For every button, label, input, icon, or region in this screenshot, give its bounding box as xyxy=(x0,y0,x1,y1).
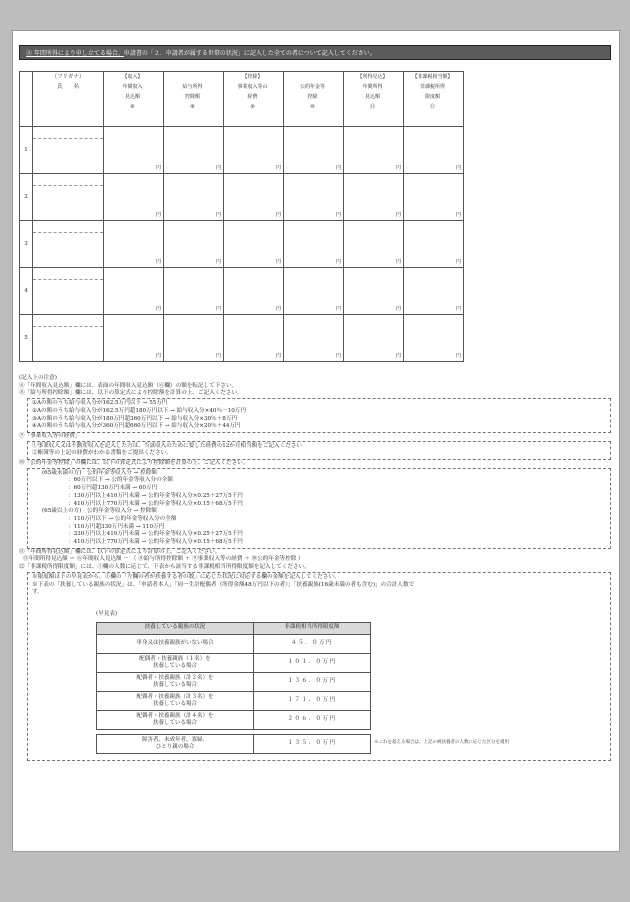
yen-unit: 円 xyxy=(215,306,221,312)
quick-amount: １３６．０万円 xyxy=(254,672,371,691)
pension-rule: ：330万円以上410万円未満 → 公的年金等収入分×0.25＋27万5千円 xyxy=(68,531,243,538)
yen-unit: 円 xyxy=(215,259,221,265)
banner-lead: ② 年間所得により申し立てる場合、 xyxy=(26,50,124,57)
note-12: ⑫「非課税所得限度額」には、①欄の人数に応じて、下表から該当する非課税相当所得限度額を記入してください。 xyxy=(19,564,310,571)
yen-unit: 円 xyxy=(335,212,341,218)
note-8-line: ①Aの額のうち給与収入分が162.5万円以下 → 55万円 xyxy=(32,400,168,407)
business-label-2: 経費 xyxy=(247,94,258,100)
hikazei-label-1: 非課税所得 xyxy=(419,84,445,90)
note-8: ⑧「給与所得控除額」欄には、以下の算定式により控除額を計算の上、ご記入ください。 xyxy=(19,390,243,397)
business-label-1: 事業収入等の xyxy=(237,84,268,90)
yen-unit: 円 xyxy=(455,353,461,359)
pension-rule: ：130万円以上410万円未満 → 公的年金等収入分×0.25＋27万5千円 xyxy=(68,492,243,499)
pension-rule: ：60万円超130万円未満 → 60万円 xyxy=(68,485,158,492)
note-6: ⑥「年間収入見込額」欄には、表面の年間収入見込額（⑥欄）の額を転記して下さい。 xyxy=(19,382,238,389)
row-number-header xyxy=(20,72,33,127)
instructions xyxy=(19,375,611,761)
income-cell[interactable] xyxy=(104,174,164,221)
pension-cell[interactable] xyxy=(284,221,344,268)
furigana-field[interactable] xyxy=(33,127,103,139)
furigana-field[interactable] xyxy=(33,174,103,186)
income-cell[interactable] xyxy=(104,268,164,315)
yen-unit: 円 xyxy=(215,353,221,359)
name-field[interactable] xyxy=(33,186,103,220)
yen-unit: 円 xyxy=(335,165,341,171)
name-field[interactable] xyxy=(33,327,103,361)
name-label: 氏 名 xyxy=(56,84,79,90)
pension-deduction-header xyxy=(284,72,344,127)
yen-unit: 円 xyxy=(275,212,281,218)
quick-col-status: 扶養している親族の状況 xyxy=(97,622,254,634)
hikazei-label-2: 限度額 xyxy=(424,94,440,100)
yen-unit: 円 xyxy=(395,306,401,312)
quick-row xyxy=(97,653,371,672)
pension-label-1: 公的年金等 xyxy=(299,84,325,90)
pension-number: ⑩ xyxy=(310,104,315,110)
quick-row xyxy=(97,710,371,729)
note-12-box xyxy=(27,572,611,761)
pension-rule: ：110万円超330万円未満 → 110万円 xyxy=(68,523,165,530)
note-11: ⑪「年間所得見込額」欄には、以下の算定式により計算の上、ご記入ください。 xyxy=(19,548,221,555)
yen-unit: 円 xyxy=(155,212,161,218)
furigana-field[interactable] xyxy=(33,268,103,280)
income-table xyxy=(19,71,464,362)
table-row xyxy=(20,221,464,268)
quick-reference xyxy=(96,611,606,754)
name-cell[interactable] xyxy=(33,127,104,174)
quick-amount: ４５．０万円 xyxy=(254,634,371,653)
row-number: 4 xyxy=(20,268,33,315)
shotoku-cell[interactable] xyxy=(344,315,404,362)
hikazei-cell[interactable] xyxy=(404,315,464,362)
income-label-2: 見込額 xyxy=(124,94,140,100)
note-9: ⑨「事業収入等の経費」 xyxy=(19,432,81,439)
pension-rule: ：410万円以上770万円未満 → 公的年金等収入分×0.15＋68万5千円 xyxy=(68,539,243,546)
pension-label-2: 控除 xyxy=(307,94,318,100)
business-cell[interactable] xyxy=(224,127,284,174)
shotoku-label-1: 年間所得 xyxy=(362,84,383,90)
salary-cell[interactable] xyxy=(164,315,224,362)
note-8-box xyxy=(27,398,611,433)
business-cell[interactable] xyxy=(224,174,284,221)
salary-label-1: 給与所得 xyxy=(182,84,203,90)
shotoku-group-label: 【所得見込】 xyxy=(357,74,388,80)
yen-unit: 円 xyxy=(275,353,281,359)
quick-title: (早見表) xyxy=(96,610,118,617)
yen-unit: 円 xyxy=(455,259,461,265)
business-expense-header xyxy=(224,72,284,127)
yen-unit: 円 xyxy=(155,259,161,265)
pension-rule: ：110万円以下 → 公的年金等収入分の全額 xyxy=(68,515,177,522)
income-cell[interactable] xyxy=(104,127,164,174)
yen-unit: 円 xyxy=(275,259,281,265)
table-row xyxy=(20,268,464,315)
name-field[interactable] xyxy=(33,139,103,173)
yen-unit: 円 xyxy=(395,212,401,218)
deduction-group-label: 【控除】 xyxy=(242,74,263,80)
quick-special-table xyxy=(96,734,512,754)
note-10-box xyxy=(27,468,611,549)
note-12-line: ※下表の「扶養している親族の状況」は、「申請者本人」「同一生計配偶者（所得金額48万円以下の者）」「扶養親族(16歳未満の者も含む)」の合計人数で xyxy=(32,581,415,588)
business-number: ⑨ xyxy=(250,104,255,110)
yen-unit: 円 xyxy=(155,165,161,171)
note-9-box xyxy=(27,441,611,460)
annual-income-header xyxy=(344,72,404,127)
note-11-formula: ⑪年間所得見込額 ＝ ⑥年間収入見込額 － （ ⑧給与所得控除額 ＋ ⑨事業収入等の経費 ＋ ⑩公的年金等控除 ） xyxy=(23,556,304,563)
quick-status: 配偶者・扶養親族（計３名）を 扶養している場合 xyxy=(97,691,254,710)
tax-exempt-limit-header xyxy=(404,72,464,127)
over65-label: (65歳以上の方) 公的年金等収入分 → 控除額 xyxy=(42,508,157,515)
row-number: 5 xyxy=(20,315,33,362)
name-field[interactable] xyxy=(33,280,103,314)
shotoku-cell[interactable] xyxy=(344,268,404,315)
quick-status: 配偶者・扶養親族（１名）を 扶養している場合 xyxy=(97,653,254,672)
pension-rule: ：60万円以下 → 公的年金等収入分の全額 xyxy=(68,477,173,484)
quick-status: 配偶者・扶養親族（計４名）を 扶養している場合 xyxy=(97,710,254,729)
yen-unit: 円 xyxy=(335,259,341,265)
quick-table xyxy=(96,622,371,730)
row-number: 1 xyxy=(20,127,33,174)
note-12-line: す。 xyxy=(32,589,43,596)
quick-row xyxy=(97,672,371,691)
salary-deduction-header xyxy=(164,72,224,127)
name-cell[interactable] xyxy=(33,221,104,268)
note-12-line: ※限度額は下の早見表から、①欄の「左欄の者が扶養する者の数」に応じた状況に対応する欄の金額を記入してください。 xyxy=(32,573,340,580)
note-8-line: ④Aの額のうち給与収入分が360万円超660万円以下 → 給与収入分×20％＋44万円 xyxy=(32,423,241,430)
pension-cell[interactable] xyxy=(284,315,344,362)
hikazei-cell[interactable] xyxy=(404,174,464,221)
name-cell[interactable] xyxy=(33,174,104,221)
salary-cell[interactable] xyxy=(164,174,224,221)
salary-number: ⑧ xyxy=(190,104,195,110)
yen-unit: 円 xyxy=(215,212,221,218)
note-8-line: ③Aの額のうち給与収入分が180万円超360万円以下 → 給与収入分×30％＋8万円 xyxy=(32,415,238,422)
yen-unit: 円 xyxy=(455,306,461,312)
notes-title: (記入上の注意) xyxy=(19,375,57,381)
income-header xyxy=(104,72,164,127)
yen-unit: 円 xyxy=(395,353,401,359)
pension-cell[interactable] xyxy=(284,268,344,315)
quick-row xyxy=(97,634,371,653)
shotoku-cell[interactable] xyxy=(344,221,404,268)
business-cell[interactable] xyxy=(224,221,284,268)
pension-rule: ：410万円以上770万円未満 → 公的年金等収入分×0.15＋68万5千円 xyxy=(68,500,243,507)
name-cell[interactable] xyxy=(33,268,104,315)
quick-status: 単身又は扶養親族がいない場合 xyxy=(97,634,254,653)
quick-amount: １０１．０万円 xyxy=(254,653,371,672)
salary-label-2: 控除額 xyxy=(184,94,200,100)
salary-cell[interactable] xyxy=(164,268,224,315)
shotoku-cell[interactable] xyxy=(344,174,404,221)
business-cell[interactable] xyxy=(224,315,284,362)
quick-amount: ２０６．０万円 xyxy=(254,710,371,729)
hikazei-cell[interactable] xyxy=(404,127,464,174)
special-amount: １３５．０万円 xyxy=(254,734,371,753)
yen-unit: 円 xyxy=(395,165,401,171)
pension-cell[interactable] xyxy=(284,127,344,174)
name-header xyxy=(33,72,104,127)
form-sheet xyxy=(12,30,620,852)
quick-col-amount: 非課税相当所得限度額 xyxy=(254,622,371,634)
section-banner xyxy=(19,45,611,60)
yen-unit: 円 xyxy=(155,353,161,359)
yen-unit: 円 xyxy=(275,306,281,312)
table-row xyxy=(20,127,464,174)
salary-cell[interactable] xyxy=(164,127,224,174)
yen-unit: 円 xyxy=(455,212,461,218)
salary-cell[interactable] xyxy=(164,221,224,268)
special-note: ※これを超える場合は、上記の被扶養者の人数に応じた区分を適用 xyxy=(374,740,509,746)
row-number: 2 xyxy=(20,174,33,221)
banner-text: 申請書の「２．申請者が属する世帯の状況」に記入した全ての者について記入してください。 xyxy=(123,50,376,57)
yen-unit: 円 xyxy=(455,165,461,171)
shotoku-label-2: 見込額 xyxy=(364,94,380,100)
income-cell[interactable] xyxy=(104,315,164,362)
shotoku-cell[interactable] xyxy=(344,127,404,174)
special-status: 障害者、未成年者、寡婦、 ひとり親の場合 xyxy=(97,734,254,753)
note-10: ⑩「公的年金等控除」の欄には、以下の算定式により控除額を計算の上、ご記入ください。 xyxy=(19,460,249,467)
hikazei-group-label: 【非課税相当額】 xyxy=(412,74,453,80)
furigana-field[interactable] xyxy=(33,315,103,327)
table-row xyxy=(20,315,464,362)
income-label-1: 年間収入 xyxy=(122,84,143,90)
yen-unit: 円 xyxy=(155,306,161,312)
hikazei-number: ⑫ xyxy=(429,104,435,110)
under65-label: (65歳未満の方) 公的年金等収入分 → 控除額 xyxy=(42,469,157,476)
yen-unit: 円 xyxy=(335,353,341,359)
income-number: ⑥ xyxy=(130,104,135,110)
note-9-line: ①事業収入又は不動産収入を記入した方は、当該収入のために要した経費の12か月相当額をご記入ください xyxy=(32,442,303,449)
business-cell[interactable] xyxy=(224,268,284,315)
hikazei-cell[interactable] xyxy=(404,268,464,315)
yen-unit: 円 xyxy=(275,165,281,171)
furigana-label: （フリガナ） xyxy=(51,74,85,80)
shotoku-number: ⑪ xyxy=(369,104,375,110)
yen-unit: 円 xyxy=(215,165,221,171)
note-9-line: ②帳簿等の上記の経費がわかる書類をご提出ください。 xyxy=(32,450,172,457)
yen-unit: 円 xyxy=(395,259,401,265)
row-number: 3 xyxy=(20,221,33,268)
name-cell[interactable] xyxy=(33,315,104,362)
income-cell[interactable] xyxy=(104,221,164,268)
yen-unit: 円 xyxy=(335,306,341,312)
name-field[interactable] xyxy=(33,233,103,267)
income-group-label: 【収入】 xyxy=(122,74,143,80)
quick-amount: １７１．０万円 xyxy=(254,691,371,710)
note-8-line: ②Aの額のうち給与収入分が162.5万円超180万円以下 → 給与収入分×40％－10万円 xyxy=(32,407,246,414)
hikazei-cell[interactable] xyxy=(404,221,464,268)
quick-status: 配偶者・扶養親族（計２名）を 扶養している場合 xyxy=(97,672,254,691)
quick-row xyxy=(97,691,371,710)
furigana-field[interactable] xyxy=(33,221,103,233)
pension-cell[interactable] xyxy=(284,174,344,221)
table-row xyxy=(20,174,464,221)
